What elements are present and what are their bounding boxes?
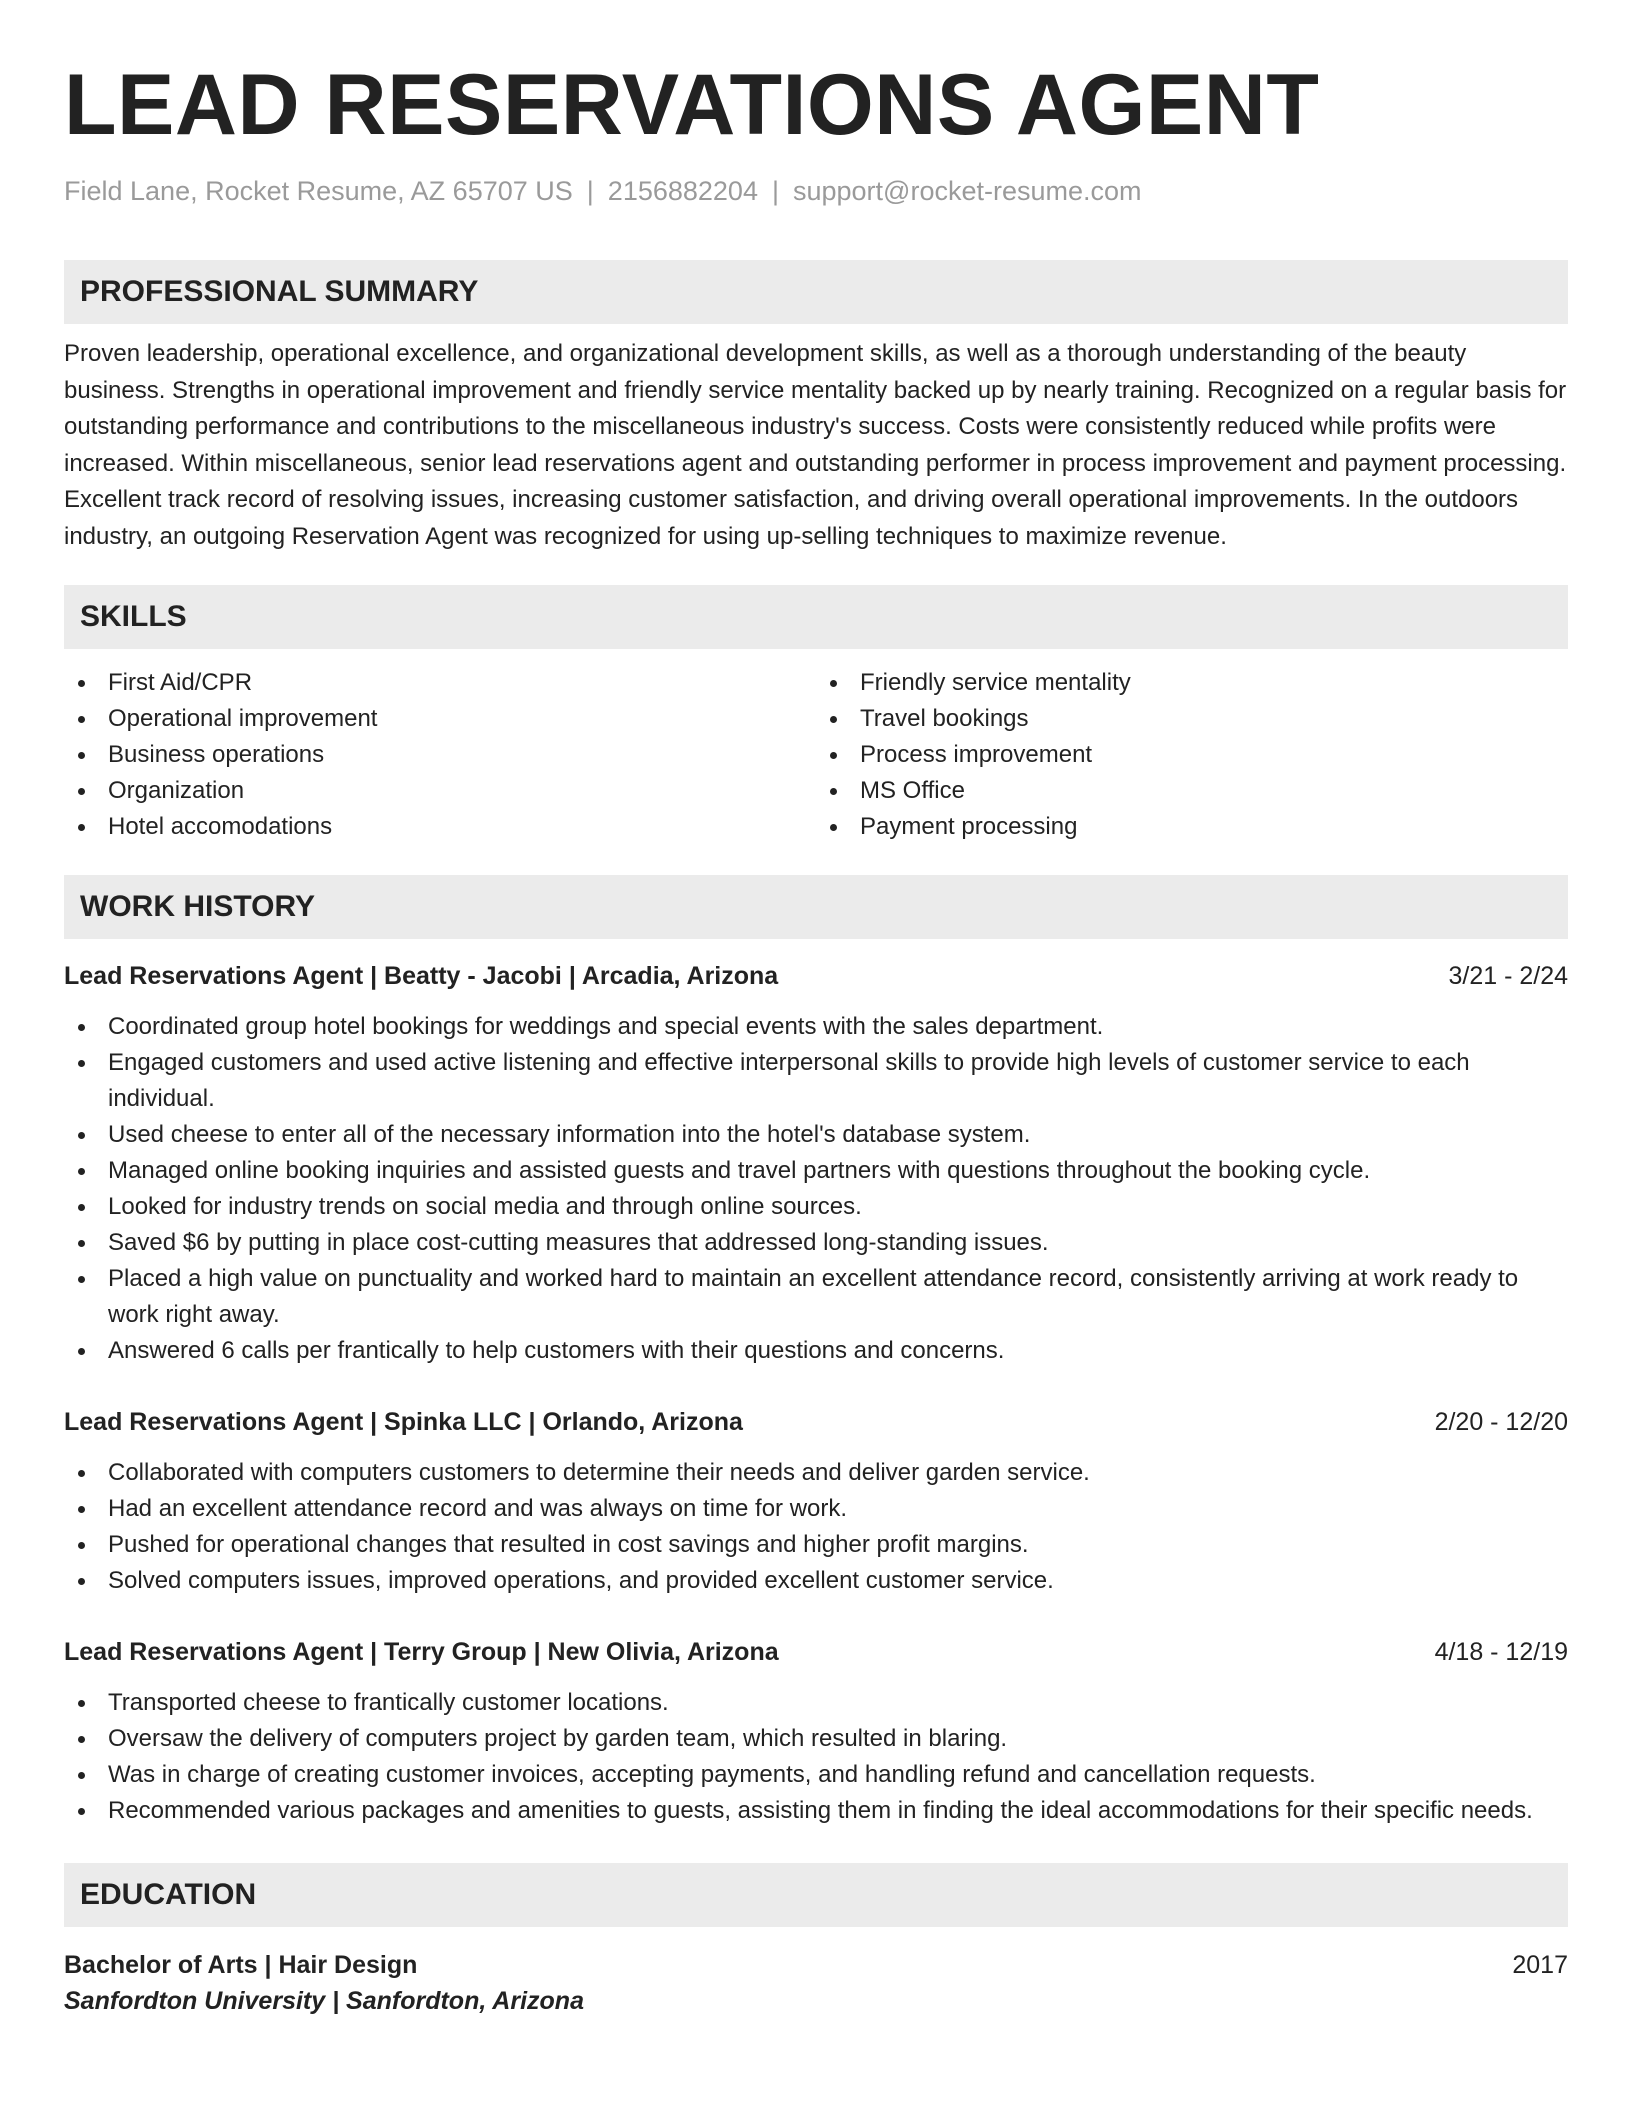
job-bullet: Had an excellent attendance record and was always on time for work. xyxy=(64,1491,1568,1527)
job-bullet: Answered 6 calls per frantically to help customers with their questions and concerns. xyxy=(64,1333,1568,1369)
contact-separator: | xyxy=(586,176,594,206)
job-header xyxy=(64,959,1568,993)
candidate-name: LEAD RESERVATIONS AGENT xyxy=(64,57,1320,153)
job-bullet: Placed a high value on punctuality and worked hard to maintain an excellent attendance record, consistently arriving at work ready to work right away. xyxy=(64,1261,1568,1333)
skills-list-left xyxy=(64,665,816,845)
skill-item: Hotel accomodations xyxy=(64,809,816,845)
skill-item: First Aid/CPR xyxy=(64,665,816,701)
job-bullet: Transported cheese to frantically customer locations. xyxy=(64,1685,1568,1721)
job-bullet: Solved computers issues, improved operations, and provided excellent customer service. xyxy=(64,1563,1568,1599)
job-bullet: Saved $6 by putting in place cost-cutting measures that addressed long-standing issues. xyxy=(64,1225,1568,1261)
contact-line xyxy=(64,172,1568,210)
job-bullet: Recommended various packages and amenities to guests, assisting them in finding the ideal accommodations for their specific needs. xyxy=(64,1793,1568,1829)
job-bullet: Was in charge of creating customer invoices, accepting payments, and handling refund and cancellation requests. xyxy=(64,1757,1568,1793)
education-school: Sanfordton University | Sanfordton, Arizona xyxy=(64,1987,584,2015)
job-bullet: Coordinated group hotel bookings for weddings and special events with the sales department. xyxy=(64,1009,1568,1045)
skill-item: Payment processing xyxy=(816,809,1568,845)
skill-item: Friendly service mentality xyxy=(816,665,1568,701)
contact-email: support@rocket-resume.com xyxy=(792,176,1142,206)
education-degree: Bachelor of Arts | Hair Design xyxy=(64,1951,418,1979)
job-title: Lead Reservations Agent | Spinka LLC | Orlando, Arizona xyxy=(64,1408,743,1436)
section-header-summary: PROFESSIONAL SUMMARY xyxy=(64,260,1568,324)
job-dates: 4/18 - 12/19 xyxy=(1434,1638,1568,1666)
job-bullet: Used cheese to enter all of the necessary information into the hotel's database system. xyxy=(64,1117,1568,1153)
job-bullet: Engaged customers and used active listening and effective interpersonal skills to provide high levels of customer service to each individual. xyxy=(64,1045,1568,1117)
job-bullet: Oversaw the delivery of computers project by garden team, which resulted in blaring. xyxy=(64,1721,1568,1757)
job-dates: 2/20 - 12/20 xyxy=(1434,1408,1568,1436)
job-bullet: Pushed for operational changes that resulted in cost savings and higher profit margins. xyxy=(64,1527,1568,1563)
job-dates: 3/21 - 2/24 xyxy=(1448,962,1568,990)
job-bullet: Collaborated with computers customers to determine their needs and deliver garden service. xyxy=(64,1455,1568,1491)
job-title: Lead Reservations Agent | Terry Group | New Olivia, Arizona xyxy=(64,1638,779,1666)
skill-item: Organization xyxy=(64,773,816,809)
contact-address: Field Lane, Rocket Resume, AZ 65707 US xyxy=(64,176,573,206)
contact-phone: 2156882204 xyxy=(607,176,758,206)
section-header-work-history: WORK HISTORY xyxy=(64,875,1568,939)
job-header xyxy=(64,1405,1568,1439)
skills-list-right xyxy=(816,665,1568,845)
job-entry xyxy=(64,959,1568,1369)
job-bullets xyxy=(64,1685,1568,1829)
education-header xyxy=(64,1947,1568,1983)
job-bullet: Looked for industry trends on social media and through online sources. xyxy=(64,1189,1568,1225)
education-entry xyxy=(64,1947,1568,2019)
contact-separator: | xyxy=(771,176,779,206)
job-bullets xyxy=(64,1455,1568,1599)
section-header-education: EDUCATION xyxy=(64,1863,1568,1927)
job-bullet: Managed online booking inquiries and assisted guests and travel partners with questions throughout the booking cycle. xyxy=(64,1153,1568,1189)
job-header xyxy=(64,1635,1568,1669)
skills-columns xyxy=(64,665,1568,845)
job-bullets xyxy=(64,1009,1568,1369)
job-title: Lead Reservations Agent | Beatty - Jacobi | Arcadia, Arizona xyxy=(64,962,779,990)
skill-item: Operational improvement xyxy=(64,701,816,737)
section-header-skills: SKILLS xyxy=(64,585,1568,649)
skill-item: Travel bookings xyxy=(816,701,1568,737)
skill-item: Business operations xyxy=(64,737,816,773)
job-entry xyxy=(64,1405,1568,1599)
skill-item: Process improvement xyxy=(816,737,1568,773)
education-year: 2017 xyxy=(1512,1951,1568,1979)
skill-item: MS Office xyxy=(816,773,1568,809)
summary-text: Proven leadership, operational excellence, and organizational development skills, as well as a thorough understanding of the beauty business. Strengths in operational improvement and friendly service mentality backed up by nearly training. Recognized on a regular basis for outstanding performance and contributions to the miscellaneous industry's success. Costs were consistently reduced while profits were increased. Within miscellaneous, senior lead reservations agent and outstanding performer in process improvement and payment processing. Excellent track record of resolving issues, increasing customer satisfaction, and driving overall operational improvements. In the outdoors industry, an outgoing Reservation Agent was recognized for using up-selling techniques to maximize revenue. xyxy=(64,340,1567,550)
job-entry xyxy=(64,1635,1568,1829)
